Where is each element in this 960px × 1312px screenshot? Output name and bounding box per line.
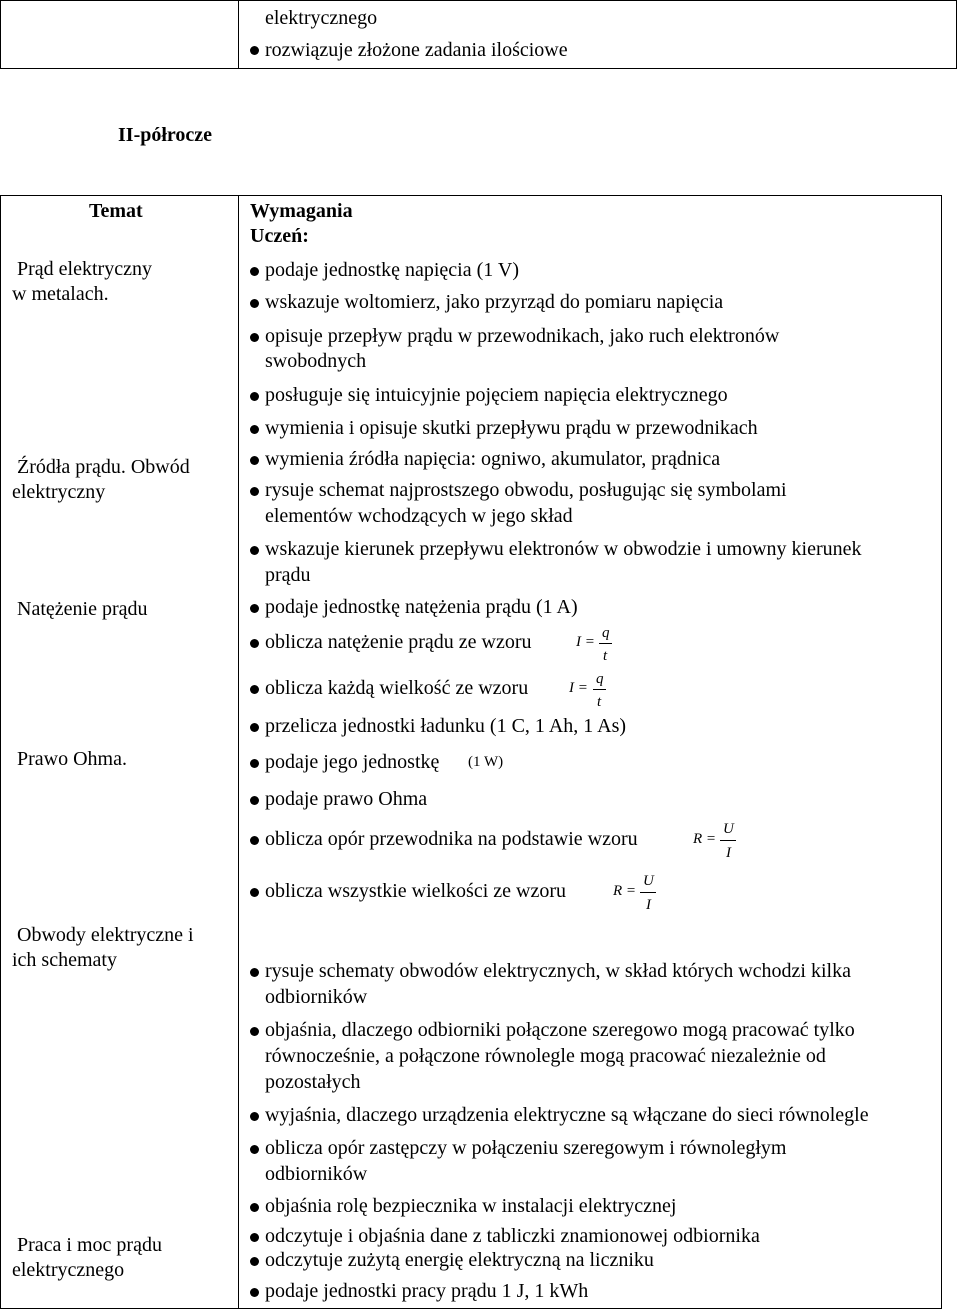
formula-lhs: R = xyxy=(613,883,637,899)
bullet-icon xyxy=(250,1112,259,1121)
formula-lhs: R = xyxy=(693,831,717,847)
main-table-border-bottom xyxy=(0,1308,942,1309)
bullet-icon xyxy=(250,1257,259,1266)
top-table-border-right xyxy=(956,0,957,69)
top-table-border-bottom xyxy=(0,68,957,69)
formula-numerator: U xyxy=(643,873,654,889)
topic-current-intensity: Natężenie prądu xyxy=(17,598,148,620)
topic-work-power: Praca i moc prądu xyxy=(17,1234,162,1256)
topic-work-power-2: elektrycznego xyxy=(12,1259,125,1281)
top-table-border-left xyxy=(0,0,1,69)
req-item: oblicza opór zastępczy w połączeniu szeregowym i równoległym xyxy=(265,1137,787,1159)
bullet-icon xyxy=(250,1203,259,1212)
bullet-icon xyxy=(250,487,259,496)
topic-current-sources-2: elektryczny xyxy=(12,481,106,503)
req-item-cont: pozostałych xyxy=(265,1071,361,1093)
bullet-icon xyxy=(250,685,259,694)
top-table-divider xyxy=(238,0,239,69)
req-item: posługuje się intuicyjnie pojęciem napięcia elektrycznego xyxy=(265,384,728,406)
bullet-icon xyxy=(250,639,259,648)
req-item: objaśnia, dlaczego odbiorniki połączone szeregowo mogą pracować tylko xyxy=(265,1019,855,1041)
req-item-cont: swobodnych xyxy=(265,350,367,372)
fraction-bar xyxy=(593,689,606,690)
main-table-border-left xyxy=(0,195,1,1309)
topic-current-sources: Źródła prądu. Obwód xyxy=(17,456,190,478)
header-topic: Temat xyxy=(89,200,143,222)
main-table-divider xyxy=(238,195,239,1309)
formula-lhs: I = xyxy=(569,680,588,696)
bullet-icon xyxy=(250,267,259,276)
req-item: rysuje schematy obwodów elektrycznych, w skład których wchodzi kilka xyxy=(265,960,851,982)
req-item: rysuje schemat najprostszego obwodu, posługując się symbolami xyxy=(265,479,787,501)
formula-numerator: U xyxy=(723,821,734,837)
req-item-cont: prądu xyxy=(265,564,311,586)
req-item: podaje prawo Ohma xyxy=(265,788,428,810)
fraction-bar xyxy=(640,892,656,893)
req-item: odczytuje zużytą energię elektryczną na liczniku xyxy=(265,1249,654,1271)
req-item: podaje jednostki pracy prądu 1 J, 1 kWh xyxy=(265,1280,589,1302)
req-item-cont: równocześnie, a połączone równolegle mogą pracować niezależnie od xyxy=(265,1045,826,1067)
topic-circuits-2: ich schematy xyxy=(12,949,117,971)
bullet-icon xyxy=(250,392,259,401)
topic-current-in-metals-2: w metalach. xyxy=(12,283,109,305)
req-item: przelicza jednostki ładunku (1 C, 1 Ah, 1 As) xyxy=(265,715,627,737)
req-item: podaje jego jednostkę xyxy=(265,751,440,773)
req-item: odczytuje i objaśnia dane z tabliczki znamionowej odbiornika xyxy=(265,1225,760,1247)
bullet-icon xyxy=(250,46,259,55)
formula-lhs: I = xyxy=(576,634,595,650)
formula-denominator: t xyxy=(597,694,602,710)
bullet-icon xyxy=(250,1027,259,1036)
bullet-icon xyxy=(250,723,259,732)
bullet-icon xyxy=(250,299,259,308)
formula-numerator: q xyxy=(596,671,604,687)
header-student: Uczeń: xyxy=(250,225,309,247)
req-item: opisuje przepływ prądu w przewodnikach, jako ruch elektronów xyxy=(265,325,780,347)
bullet-icon xyxy=(250,604,259,613)
req-item: podaje jednostkę napięcia (1 V) xyxy=(265,259,519,281)
top-table-border-top xyxy=(0,0,957,1)
req-item-cont: elementów wchodzących w jego skład xyxy=(265,505,573,527)
bullet-icon xyxy=(250,1288,259,1297)
bullet-icon xyxy=(250,456,259,465)
bullet-icon xyxy=(250,425,259,434)
bullet-icon xyxy=(250,1233,259,1242)
bullet-icon xyxy=(250,546,259,555)
fraction-bar xyxy=(720,840,736,841)
bullet-icon xyxy=(250,888,259,897)
top-table-text: elektrycznego xyxy=(265,7,378,29)
req-item: oblicza wszystkie wielkości ze wzoru xyxy=(265,880,567,902)
topic-ohms-law: Prawo Ohma. xyxy=(17,748,127,770)
fraction-bar xyxy=(599,643,612,644)
top-table-bullet-text: rozwiązuje złożone zadania ilościowe xyxy=(265,39,568,61)
formula-denominator: t xyxy=(603,648,608,664)
req-item: wymienia i opisuje skutki przepływu prądu w przewodnikach xyxy=(265,417,758,439)
topic-current-in-metals: Prąd elektryczny xyxy=(17,258,152,280)
req-item: podaje jednostkę natężenia prądu (1 A) xyxy=(265,596,578,618)
formula-numerator: q xyxy=(602,625,610,641)
section-title: II-półrocze xyxy=(118,124,213,146)
req-item: wyjaśnia, dlaczego urządzenia elektryczne są włączane do sieci równolegle xyxy=(265,1104,869,1126)
bullet-icon xyxy=(250,836,259,845)
req-item-cont: odbiorników xyxy=(265,986,368,1008)
req-item: oblicza natężenie prądu ze wzoru xyxy=(265,631,532,653)
formula-denominator: I xyxy=(646,897,651,913)
req-item: objaśnia rolę bezpiecznika w instalacji elektrycznej xyxy=(265,1195,677,1217)
bullet-icon xyxy=(250,796,259,805)
main-table-border-right xyxy=(941,195,942,1309)
bullet-icon xyxy=(250,333,259,342)
header-requirements: Wymagania xyxy=(250,200,353,222)
unit-watt: (1 W) xyxy=(468,754,504,770)
req-item: oblicza opór przewodnika na podstawie wzoru xyxy=(265,828,638,850)
req-item: wymienia źródła napięcia: ogniwo, akumulator, prądnica xyxy=(265,448,721,470)
bullet-icon xyxy=(250,968,259,977)
main-table-border-top xyxy=(0,195,942,196)
bullet-icon xyxy=(250,1145,259,1154)
req-item: wskazuje kierunek przepływu elektronów w obwodzie i umowny kierunek xyxy=(265,538,862,560)
req-item: oblicza każdą wielkość ze wzoru xyxy=(265,677,529,699)
req-item: wskazuje woltomierz, jako przyrząd do pomiaru napięcia xyxy=(265,291,724,313)
bullet-icon xyxy=(250,759,259,768)
formula-denominator: I xyxy=(726,845,731,861)
topic-circuits: Obwody elektryczne i xyxy=(17,924,194,946)
req-item-cont: odbiorników xyxy=(265,1163,368,1185)
